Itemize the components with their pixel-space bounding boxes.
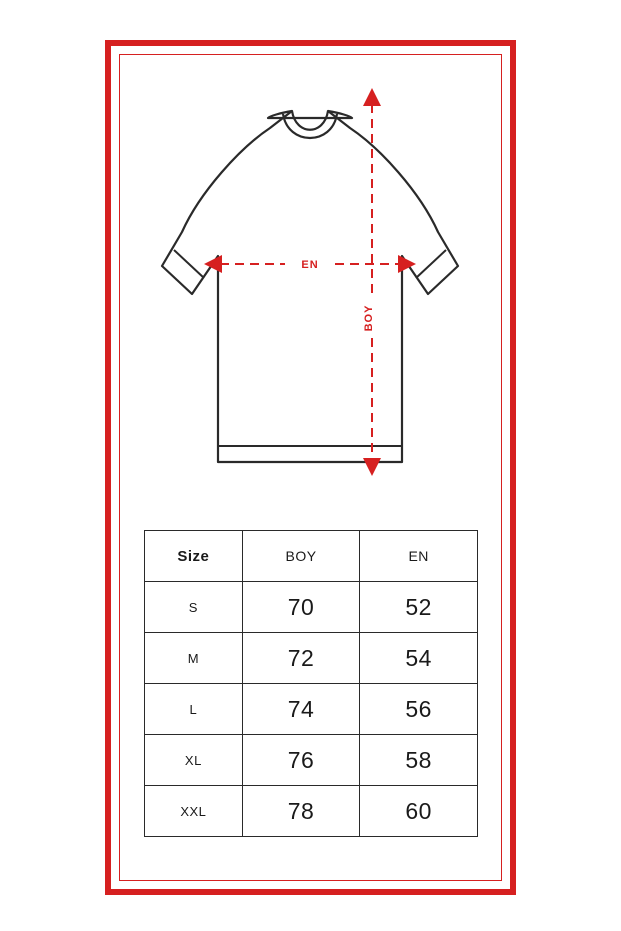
tshirt-diagram — [120, 80, 500, 500]
cell-boy: 72 — [242, 633, 360, 684]
table-row — [145, 582, 478, 633]
table-row — [145, 735, 478, 786]
header-en: EN — [360, 531, 478, 582]
header-size: Size — [145, 531, 243, 582]
cell-en: 58 — [360, 735, 478, 786]
size-table-container — [144, 530, 478, 837]
size-table — [144, 530, 478, 837]
cell-en: 54 — [360, 633, 478, 684]
length-measure-label: BOY — [363, 304, 375, 332]
tshirt-outline-shape — [162, 111, 458, 462]
cell-boy: 74 — [242, 684, 360, 735]
table-row — [145, 684, 478, 735]
cell-size: XXL — [145, 786, 243, 837]
width-measure-label: EN — [301, 259, 319, 271]
cell-size: XL — [145, 735, 243, 786]
cell-en: 56 — [360, 684, 478, 735]
cell-boy: 76 — [242, 735, 360, 786]
cell-en: 60 — [360, 786, 478, 837]
cell-size: M — [145, 633, 243, 684]
cell-en: 52 — [360, 582, 478, 633]
cell-size: L — [145, 684, 243, 735]
table-row — [145, 633, 478, 684]
cell-boy: 78 — [242, 786, 360, 837]
table-header-row — [145, 531, 478, 582]
cell-boy: 70 — [242, 582, 360, 633]
cell-size: S — [145, 582, 243, 633]
table-row — [145, 786, 478, 837]
header-boy: BOY — [242, 531, 360, 582]
